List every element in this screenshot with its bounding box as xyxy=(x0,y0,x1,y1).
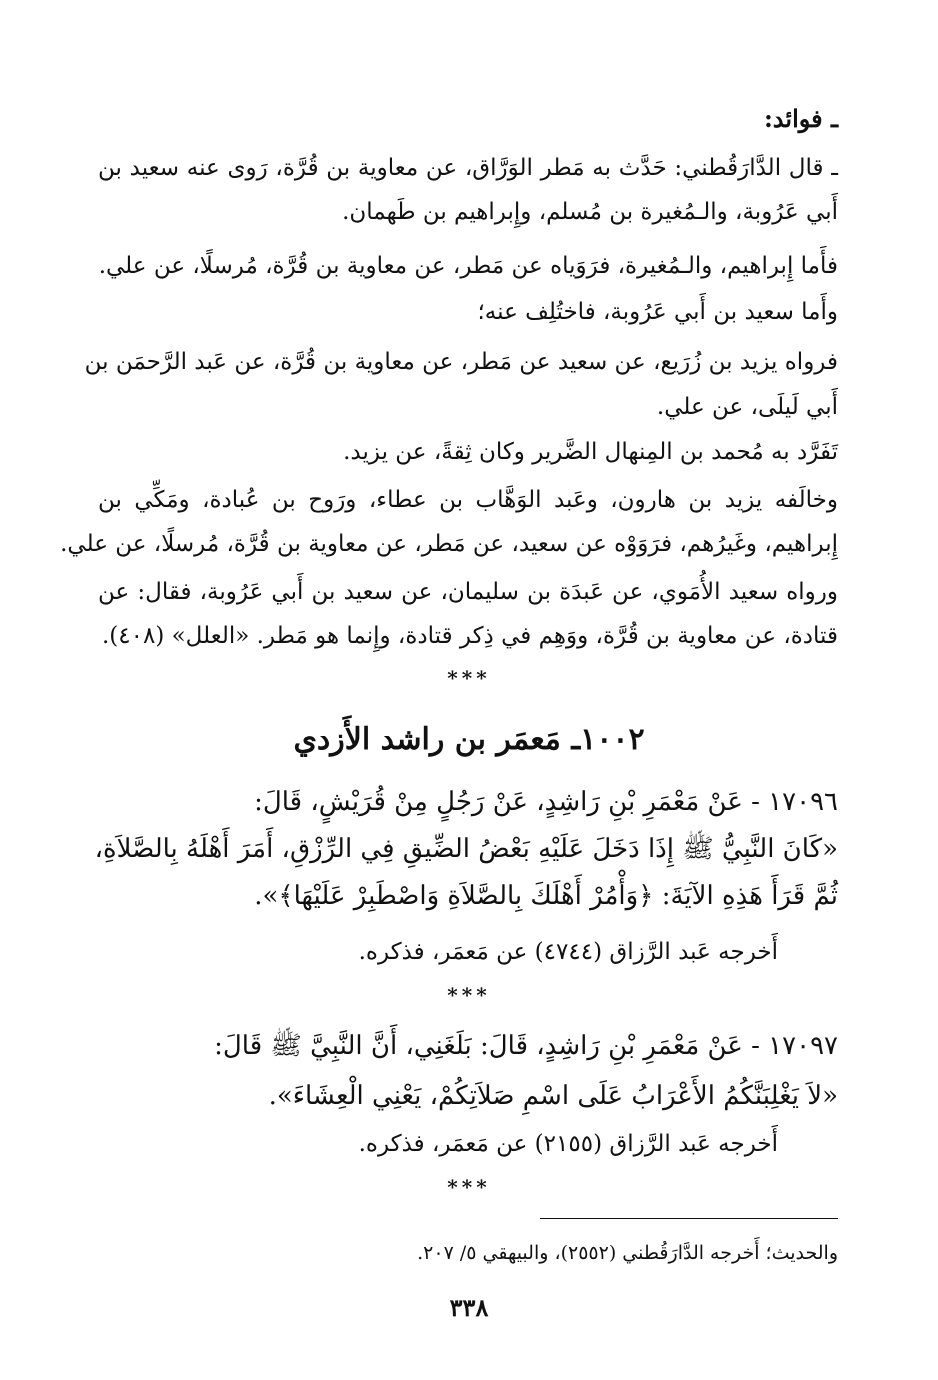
hadith-line: ثُمَّ قَرَأَ هَذِهِ الآيَةَ: ﴿وَأْمُرْ أَهْلَكَ بِالصَّلاَةِ وَاصْطَبِرْ عَلَيْهَا﴾». xyxy=(254,881,838,911)
paragraph-line: قتادة، عن معاوية بن قُرَّة، ووَهِم في ذِكر قتادة، وإِنما هو مَطر. «العلل» (٤٠٨). xyxy=(101,623,838,649)
section-separator: *** xyxy=(447,983,491,1007)
paragraph-line: ـ قال الدَّارَقُطني: حَدَّث به مَطر الوَرَّاق، عن معاوية بن قُرَّة، رَوى عنه سعيد بن xyxy=(98,155,838,181)
section-label: ـ فوائد: xyxy=(763,104,838,133)
takhrij-line: أَخرجه عَبد الرَّزاق (٢١٥٥) عن مَعمَر، فذكره. xyxy=(358,1131,778,1157)
hadith-line: ١٧٠٩٧ - عَنْ مَعْمَرِ بْنِ رَاشِدٍ، قَالَ: بَلَغَنِي، أَنَّ النَّبِيَّ ﷺ قَالَ: xyxy=(214,1031,838,1061)
takhrij-line: أَخرجه عَبد الرَّزاق (٤٧٤٤) عن مَعمَر، فذكره. xyxy=(358,939,778,965)
footnote: والحديث؛ أَخرجه الدَّارَقُطني (٢٥٥٢)، والبيهقي ٥/ ٢٠٧. xyxy=(417,1242,838,1264)
paragraph-line: وأَما سعيد بن أَبي عَرُوبة، فاختُلِف عنه؛ xyxy=(477,299,838,325)
page-number: ٣٣٨ xyxy=(449,1293,489,1322)
paragraph-line: إِبراهيم، وغَيرُهم، فرَوَوْه عن سعيد، عن مَطر، عن معاوية بن قُرَّة، مُرسلًا، عن علي. xyxy=(60,531,838,557)
paragraph-line: فأَما إِبراهيم، والـمُغيرة، فرَوَياه عن مَطر، عن معاوية بن قُرَّة، مُرسلًا، عن علي. xyxy=(98,253,838,279)
hadith-line: ١٧٠٩٦ - عَنْ مَعْمَرِ بْنِ رَاشِدٍ، عَنْ رَجُلٍ مِنْ قُرَيْشٍ، قَالَ: xyxy=(254,787,838,817)
paragraph-line: ورواه سعيد الأُمَوي، عن عَبدَة بن سليمان، عن سعيد بن أَبي عَرُوبة، فقال: عن xyxy=(98,579,838,605)
paragraph-line: فرواه يزيد بن زُرَيع، عن سعيد عن مَطر، عن معاوية بن قُرَّة، عن عَبد الرَّحمَن بن xyxy=(84,349,838,375)
paragraph-line: أَبي لَيلَى، عن علي. xyxy=(656,394,838,420)
footnote-divider xyxy=(540,1218,838,1219)
paragraph-line: أَبي عَرُوبة، والـمُغيرة بن مُسلم، وإِبراهيم بن طَهمان. xyxy=(342,199,838,225)
hadith-line: «كَانَ النَّبِيُّ ﷺ إِذَا دَخَلَ عَلَيْهِ بَعْضُ الضِّيقِ فِي الرِّزْقِ، أَمَرَ أَهْلَهُ بِالصَّلاَةِ، xyxy=(94,834,838,864)
section-separator: *** xyxy=(447,666,491,690)
chapter-title: ١٠٠٢ـ مَعمَر بن راشد الأَزدي xyxy=(293,722,645,757)
paragraph-line: تَفَرَّد به مُحمد بن المِنهال الضَّرير وكان ثِقةً، عن يزيد. xyxy=(343,439,838,465)
paragraph-line: وخالَفه يزيد بن هارون، وعَبد الوَهَّاب بن عطاء، ورَوح بن عُبادة، ومَكِّي بن xyxy=(98,487,838,513)
hadith-line: «لاَ يَغْلِبَنَّكُمُ الأَعْرَابُ عَلَى اسْمِ صَلاَتِكُمْ، يَعْنِي الْعِشَاءَ». xyxy=(268,1081,838,1111)
section-separator: *** xyxy=(447,1175,491,1199)
